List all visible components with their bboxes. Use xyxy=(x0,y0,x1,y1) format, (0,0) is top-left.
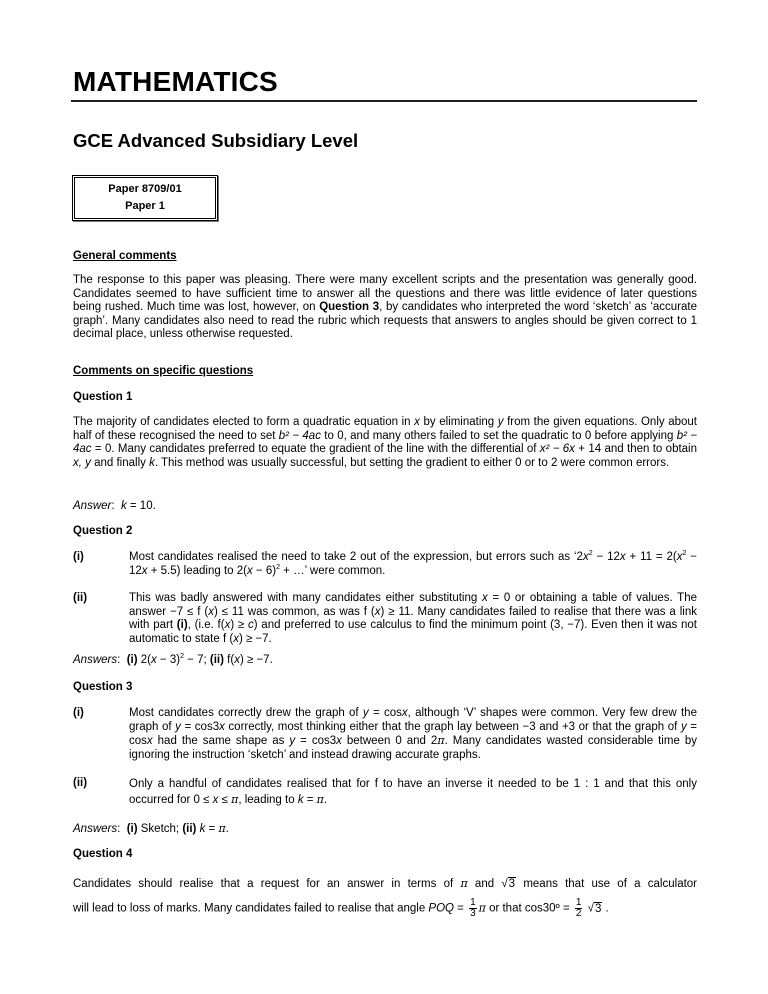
question-3-part-i: (i) Most candidates correctly drew the graph of y = cosx, although ‘V’ shapes were common. Very few drew the graph of y = cos3x correctly, most thinking either that the graph lay between −3 and +3 or that the graph of y = cosx had the same shape as y = cos3x between 0 and 2π. Many candidates wasted considerable time by ignoring the instruction ‘sketch’ and instead drawing accurate graphs. xyxy=(73,707,697,761)
question-3-heading: Question 3 xyxy=(73,681,133,693)
sqrt-icon: √ xyxy=(587,902,594,915)
paper-box xyxy=(72,175,218,221)
question-2-answers: Answers: (i) $2(x - 3)^2 - 7$; (ii) f(x) ≥ −7. xyxy=(73,653,273,666)
fraction-one-half: $\frac{1}{2}$ xyxy=(575,897,582,919)
part-label: (ii) xyxy=(73,592,88,604)
fraction-one-third: $\frac{1}{3}$ xyxy=(470,897,476,919)
question-4-line-1: Candidates should realise that a request for an answer in terms of π and √3 means that use of a calculator xyxy=(73,877,698,890)
question-3-part-ii: (ii) Only a handful of candidates realised that for f to have an inverse it needed to be 1 : 1 and that this only occurred for 0 ≤ x ≤ π, leading to k = π. xyxy=(73,777,697,806)
page-title: MATHEMATICS xyxy=(73,66,278,97)
page-subtitle: GCE Advanced Subsidiary Level xyxy=(73,130,359,151)
question-2-part-ii: (ii) This was badly answered with many candidates either substituting x = 0 or obtaining a table of values. The answer −7 ≤ f (x) ≤ 11 was common, as was f (x) ≥ 11. Many candidates failed to realise that there was a link with part (i), (i.e. f(x) ≥ c) and preferred to use calculus to find the minimum point (3, −7). Even then it was not automatic to state f (x) ≥ −7. xyxy=(73,592,697,645)
question-3-answers: Answers: (i) Sketch; (ii) k = π. xyxy=(73,822,229,835)
question-1-heading: Question 1 xyxy=(73,391,133,403)
part-label: (i) xyxy=(73,707,84,719)
sqrt-icon: √ xyxy=(501,878,508,890)
question-1-text: The majority of candidates elected to form a quadratic equation in x by eliminating y from the given equations. Only about half of these recognised the need to set b² − 4ac to 0, and many others failed to set the quadratic to 0 before applying b² − 4ac = 0. Many candidates preferred to equate the gradient of the line with the differential of x² − 6x + 14 and then to obtain x, y and finally k. This method was usually successful, but setting the gradient to either 0 or to 2 were common errors. xyxy=(73,416,698,469)
part-label: (i) xyxy=(73,551,84,563)
title-rule xyxy=(71,100,697,102)
question-4-heading: Question 4 xyxy=(73,848,133,860)
paper-name: Paper 1 xyxy=(125,200,165,212)
general-comments-heading: General comments xyxy=(73,250,177,262)
general-comments-text: The response to this paper was pleasing. There were many excellent scripts and the presentation was generally good. Candidates seemed to have sufficient time to answer all the questions and there was little evidence of later questions being rushed. Much time was lost, however, on Question 3, by candidates who interpreted the word ‘sketch’ as ‘accurate graph’. Many candidates also need to read the rubric which requests that answers to angles should be given correct to 1 decimal place, unless otherwise requested. xyxy=(73,274,697,341)
question-4-line-2: will lead to loss of marks. Many candidates failed to realise that angle POQ = $\frac{1}{3}$ π or that cos30º = $\frac{1}{2}$ √3 . xyxy=(73,897,609,919)
question-2-part-i: (i) Most candidates realised the need to take 2 out of the expression, but errors such as ‘$2x^2 - 12x + 11 = 2(x^2 - 12x + 5.5)$ leading to $2(x - 6)^2$ + …’ were common. xyxy=(73,550,697,577)
specific-comments-heading: Comments on specific questions xyxy=(73,365,254,377)
question-2-heading: Question 2 xyxy=(73,525,133,537)
paper-code: Paper 8709/01 xyxy=(108,183,182,195)
question-1-answer: Answer: k = 10. xyxy=(73,500,156,512)
part-label: (ii) xyxy=(73,777,88,789)
